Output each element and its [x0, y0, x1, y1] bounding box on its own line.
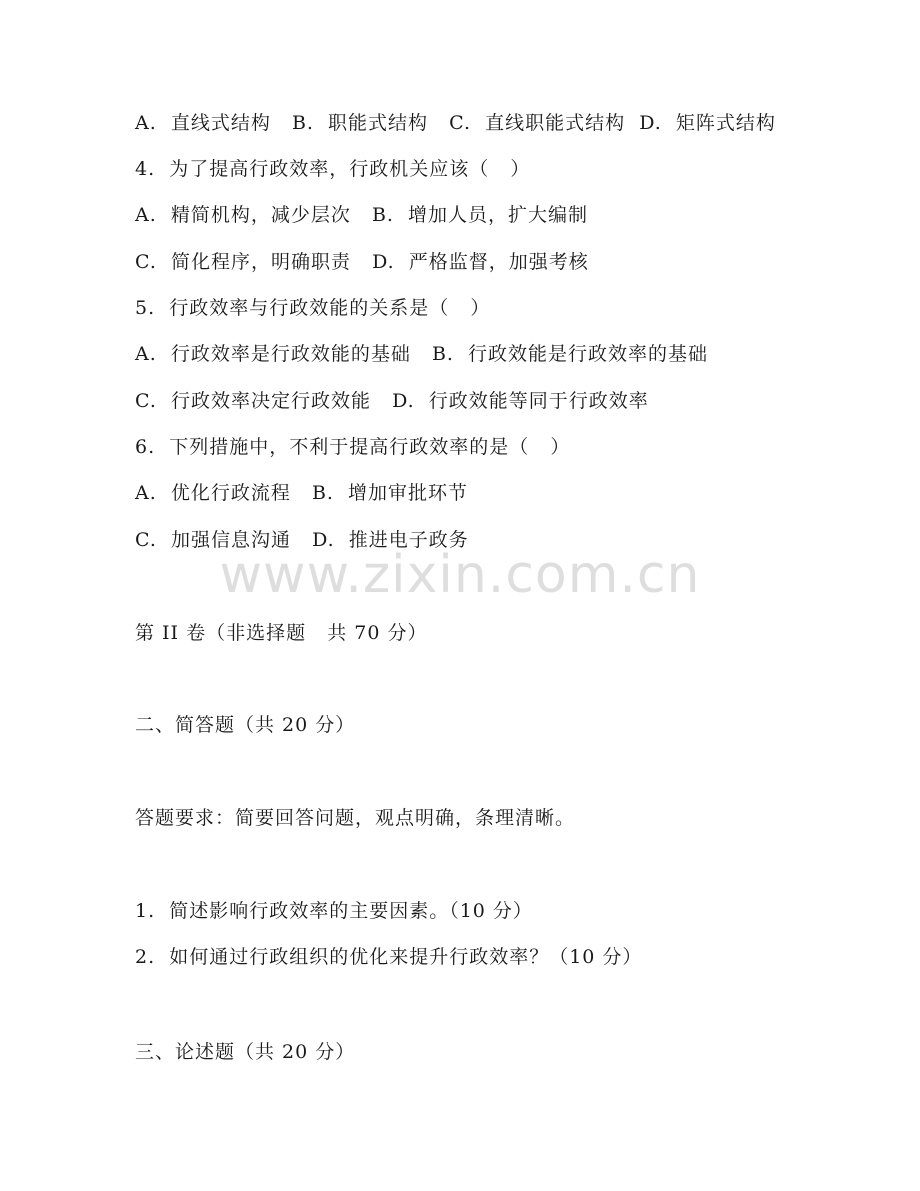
q6-stem: 6. 下列措施中，不利于提高行政效率的是（ ） [135, 436, 571, 458]
section-volume-ii-title: 第 II 卷（非选择题 共 70 分） [135, 622, 428, 644]
short-answer-q2: 2. 如何通过行政组织的优化来提升行政效率？（10 分） [135, 946, 643, 968]
q4-options-ab: A. 精简机构，减少层次 B. 增加人员，扩大编制 [135, 204, 589, 226]
section-short-answer-title: 二、简答题（共 20 分） [135, 714, 356, 736]
q4-stem: 4. 为了提高行政效率，行政机关应该（ ） [135, 158, 531, 180]
answer-requirements: 答题要求：简要回答问题，观点明确，条理清晰。 [135, 807, 576, 829]
q6-options-cd: C. 加强信息沟通 D. 推进电子政务 [135, 529, 469, 551]
q5-stem: 5. 行政效率与行政效能的关系是（ ） [135, 297, 491, 319]
watermark: www.zixin.com.cn [219, 545, 701, 605]
q4-options-cd: C. 简化程序，明确职责 D. 严格监督，加强考核 [135, 251, 589, 273]
short-answer-q1: 1. 简述影响行政效率的主要因素。（10 分） [135, 900, 533, 922]
section-essay-title: 三、论述题（共 20 分） [135, 1041, 356, 1063]
q3-options: A. 直线式结构 B. 职能式结构 C. 直线职能式结构 D. 矩阵式结构 [135, 112, 776, 134]
q5-options-cd: C. 行政效率决定行政效能 D. 行政效能等同于行政效率 [135, 390, 649, 412]
q6-options-ab: A. 优化行政流程 B. 增加审批环节 [135, 482, 469, 504]
q5-options-ab: A. 行政效率是行政效能的基础 B. 行政效能是行政效率的基础 [135, 343, 709, 365]
